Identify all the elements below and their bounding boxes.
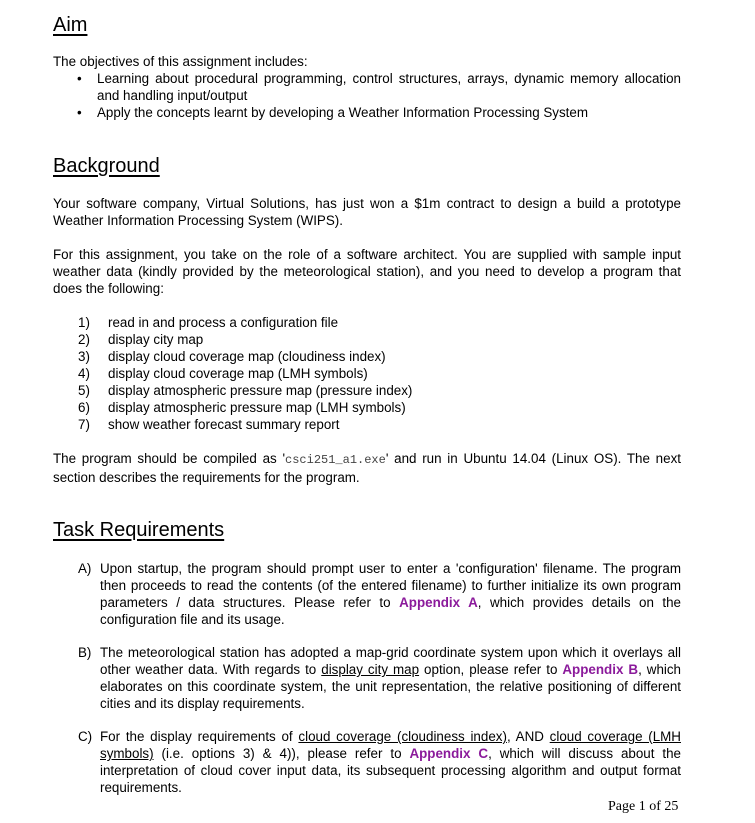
page-number: Page 1 of 25	[608, 799, 679, 814]
bullet-icon: •	[77, 105, 82, 120]
task-label: B)	[78, 645, 92, 660]
appendix-b-reference: Appendix B	[562, 662, 639, 677]
task-body: For the display requirements of cloud coverage (cloudiness index), AND cloud coverage (LMH symbols) (i.e. options 3) & 4)), please refer to Appendix C, which will discuss about the interpretation of cloud cover input data, its subsequent processing algorithm and output format requirements.	[100, 729, 681, 795]
background-paragraph-1: Your software company, Virtual Solutions, has just won a $1m contract to design a build a prototype Weather Information Processing System (WIPS).	[53, 196, 681, 228]
aim-heading: Aim	[53, 14, 88, 36]
task-item-b	[78, 644, 681, 712]
aim-intro: The objectives of this assignment includes:	[53, 54, 308, 69]
requirements-list	[78, 314, 412, 433]
list-item: 5) display atmospheric pressure map (pressure index)	[78, 383, 413, 398]
bullet-icon: •	[77, 71, 82, 86]
task-item-c	[78, 728, 681, 796]
aim-bullet-item: • Learning about procedural programming, control structures, arrays, dynamic memory allocation and handling input/output	[77, 71, 681, 103]
executable-name: csci251_a1.exe	[285, 453, 386, 467]
list-item: 3) display cloud coverage map (cloudiness index)	[78, 349, 386, 364]
background-paragraph-2: For this assignment, you take on the role of a software architect. You are supplied with sample input weather data (kindly provided by the meteorological station), and you need to develop a program that does the following:	[53, 247, 681, 296]
list-item: 2) display city map	[78, 332, 204, 347]
appendix-c-reference: Appendix C	[409, 746, 489, 761]
aim-bullet-list	[53, 70, 681, 121]
aim-bullet-item: • Apply the concepts learnt by developing a Weather Information Processing System	[77, 105, 589, 120]
cloud-coverage-lmh-reference: cloud coverage (LMH symbols)	[100, 729, 681, 761]
task-label: A)	[78, 561, 92, 576]
task-label: C)	[78, 729, 93, 744]
background-heading: Background	[53, 155, 160, 177]
list-item: 1) read in and process a configuration file	[78, 315, 339, 330]
compile-paragraph: The program should be compiled as 'csci251_a1.exe' and run in Ubuntu 14.04 (Linux OS). The next section describes the requirements for the program.	[53, 451, 681, 485]
task-body: The meteorological station has adopted a map-grid coordinate system upon which it overlays all other weather data. With regards to display city map option, please refer to Appendix B, which elaborates on this coordinate system, the unit representation, the relative positioning of different cities and its display requirements.	[100, 645, 682, 711]
appendix-a-reference: Appendix A	[399, 595, 478, 610]
list-item: 6) display atmospheric pressure map (LMH symbols)	[78, 400, 406, 415]
list-item: 7) show weather forecast summary report	[78, 417, 340, 432]
list-item: 4) display cloud coverage map (LMH symbols)	[78, 366, 368, 381]
display-city-map-reference: display city map	[321, 662, 420, 677]
task-requirements-heading: Task Requirements	[53, 519, 225, 541]
cloud-coverage-index-reference: cloud coverage (cloudiness index)	[298, 729, 507, 744]
task-body: Upon startup, the program should prompt user to enter a 'configuration' filename. The program then proceeds to read the contents (of the entered filename) to further initialize its own program parameters / data structures. Please refer to Appendix A, which provides details on the configuration file and its usage.	[100, 561, 681, 627]
task-item-a	[78, 560, 681, 628]
